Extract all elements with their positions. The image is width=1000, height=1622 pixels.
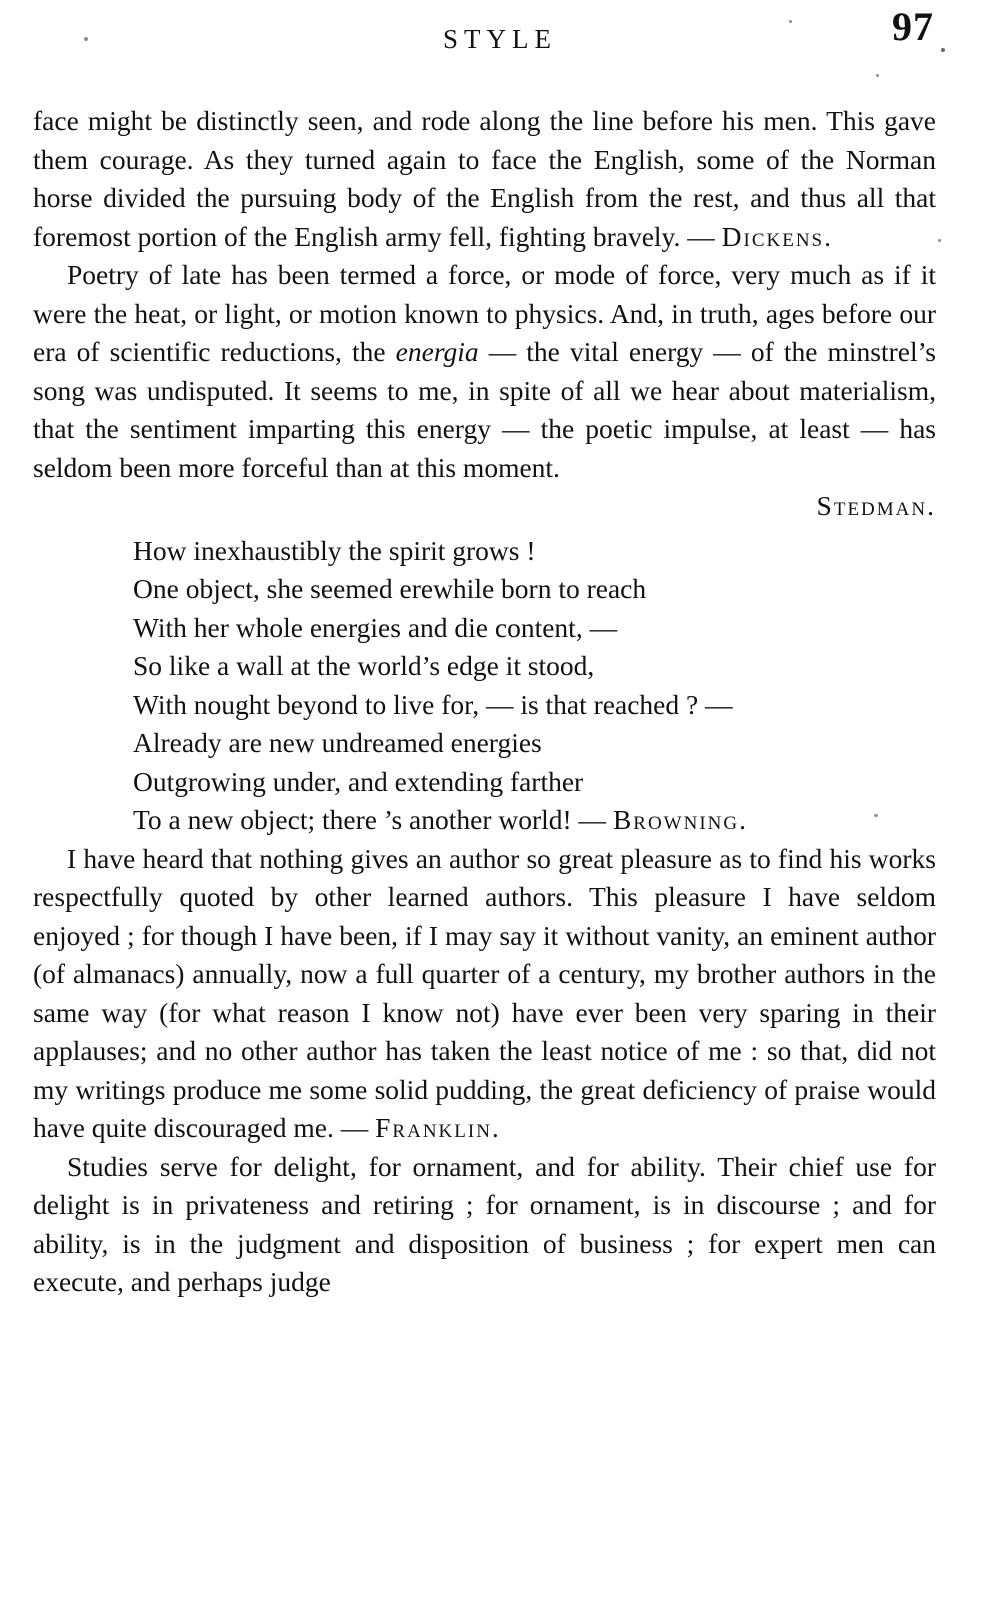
attribution-franklin: Franklin. bbox=[375, 1112, 501, 1143]
attribution-browning: Browning. bbox=[612, 804, 748, 835]
stedman-attribution-line bbox=[33, 487, 936, 526]
poem-line: Already are new undreamed energies bbox=[133, 727, 542, 758]
studies-paragraph bbox=[33, 1148, 936, 1302]
poem-line-with-attribution bbox=[133, 801, 936, 840]
attribution-stedman: Stedman. bbox=[816, 490, 936, 521]
stedman-paragraph bbox=[33, 256, 936, 487]
stedman-paragraph-text-after: — the vital energy — of the minstrel’s song was undisputed. It seems to me, in spite of all we hear about materialism, that the sentiment imparting this energy — the poetic impulse, at least — has seldom been more forceful than at this moment. bbox=[33, 336, 936, 483]
scan-speck bbox=[789, 20, 792, 23]
studies-paragraph-text: Studies serve for delight, for ornament, and for ability. Their chief use for delight is in privateness and retiring ; for ornament, is in discourse ; and for ability, is in the judgment and disposition of business ; for expert men can execute, and perhaps judge bbox=[33, 1150, 936, 1297]
poem-last-line-text: To a new object; there ’s another world! — bbox=[133, 804, 613, 835]
poem-line: One object, she seemed erewhile born to reach bbox=[133, 573, 647, 604]
attribution-dickens: Dickens. bbox=[721, 220, 833, 252]
browning-poem bbox=[133, 532, 936, 840]
poem-line: With nought beyond to live for, — is that reached ? — bbox=[133, 688, 733, 720]
franklin-paragraph-text: I have heard that nothing gives an author so great pleasure as to find his works respectfully quoted by other learned authors. This pleasure I have seldom enjoyed ; for though I have been, if I may say it without vanity, an eminent author (of almanacs) annually, now a full quarter of a century, my brother authors in the same way (for what reason I know not) have ever been very sparing in their applauses; and no other author has taken the least notice of me : so that, did not my writings produce me some solid pudding, the great deficiency of praise would have quite discouraged me. — bbox=[33, 842, 936, 1143]
page-content bbox=[33, 102, 936, 1302]
dickens-paragraph-text: face might be distinctly seen, and rode along the line before his men. This gave them courage. As they turned again to face the English, some of the Norman horse divided the pursuing body of the English from the rest, and thus all that foremost portion of the English army fell, fighting bravely. — bbox=[33, 105, 936, 252]
poem-line: With her whole energies and die content, — bbox=[133, 611, 618, 643]
scan-speck bbox=[876, 74, 879, 77]
poem-line: How inexhaustibly the spirit grows ! bbox=[133, 534, 536, 566]
scan-speck bbox=[941, 48, 945, 52]
stedman-paragraph-text-before: Poetry of late has been termed a force, or mode of force, very much as if it were the heat, or light, or motion known to physics. And, in truth, ages before our era of scientific reductions, the bbox=[33, 259, 936, 367]
running-title: STYLE bbox=[443, 24, 557, 54]
poem-line: Outgrowing under, and extending farther bbox=[133, 765, 584, 797]
scan-speck bbox=[84, 37, 88, 41]
poem-line: So like a wall at the world’s edge it stood, bbox=[133, 650, 595, 681]
franklin-paragraph bbox=[33, 840, 936, 1148]
scan-speck bbox=[938, 239, 941, 242]
page-number: 97 bbox=[892, 4, 934, 49]
italic-term-energia: energia bbox=[395, 336, 479, 367]
dickens-paragraph bbox=[33, 102, 936, 256]
